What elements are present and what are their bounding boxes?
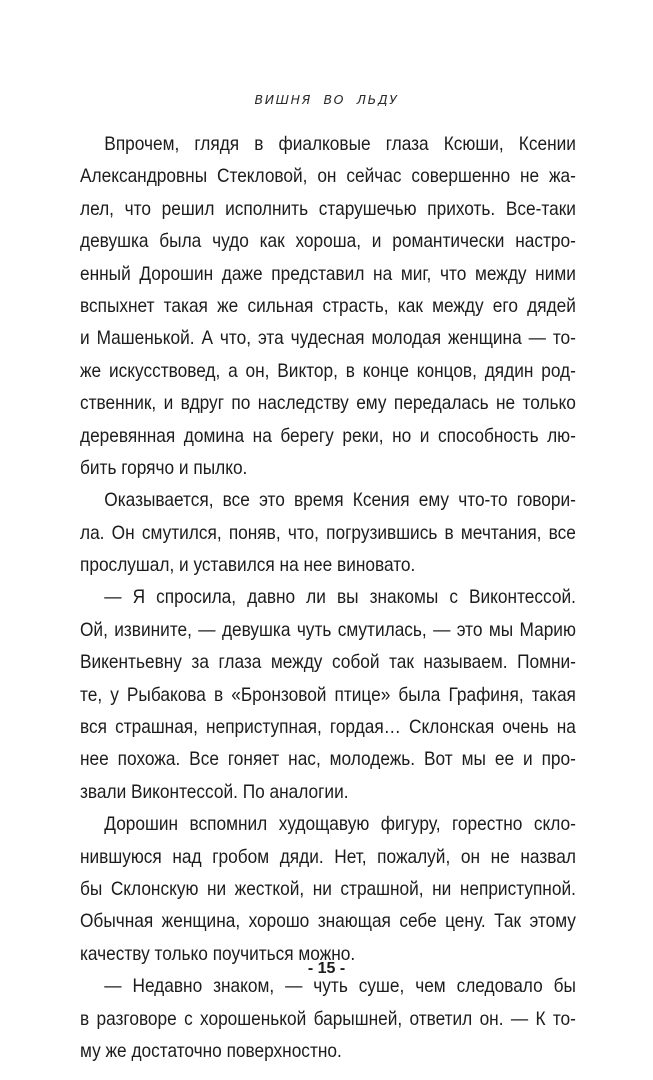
text-line: Ой, извините, — девушка чуть смутилась, — это мы Марию bbox=[80, 619, 576, 641]
text-line: му же достаточно поверхностно. bbox=[80, 1040, 342, 1062]
page-number: - 15 - bbox=[307, 960, 346, 977]
body-text bbox=[80, 129, 576, 1068]
text-line: бы Склонскую ни жесткой, ни страшной, ни неприступной. bbox=[80, 878, 576, 900]
text-line: девушка была чудо как хороша, и романтически настро- bbox=[80, 231, 576, 253]
text-line: те, у Рыбакова в «Бронзовой птице» была Графиня, такая bbox=[80, 684, 576, 706]
text-line: в разговоре с хорошенькой барышней, ответил он. — К то- bbox=[80, 1008, 576, 1030]
text-line: енный Дорошин даже представил на миг, что между ними bbox=[80, 263, 576, 285]
running-head: ВИШНЯ ВО ЛЬДУ bbox=[254, 92, 399, 107]
text-line: ственник, и вдруг по наследству ему передалась не только bbox=[80, 393, 576, 415]
text-line: нее похожа. Все гоняет нас, молодежь. Вот мы ее и про- bbox=[80, 749, 576, 771]
text-line: вспыхнет такая же сильная страсть, как между его дядей bbox=[80, 295, 576, 317]
text-line: прослушал, и уставился на нее виновато. bbox=[80, 555, 416, 577]
text-line: деревянная домина на берегу реки, но и способность лю- bbox=[80, 425, 576, 447]
text-line: Впрочем, глядя в фиалковые глаза Ксюши, Ксении bbox=[104, 134, 576, 155]
text-line: Обычная женщина, хорошо знающая себе цену. Так этому bbox=[80, 911, 576, 933]
text-line: Александровны Стекловой, он сейчас совершенно не жа- bbox=[80, 166, 576, 188]
text-line: звали Виконтессой. По аналогии. bbox=[80, 781, 349, 803]
text-line: качеству только поучиться можно. bbox=[80, 943, 356, 965]
text-line: бить горячо и пылко. bbox=[80, 457, 248, 479]
text-line: же искусствовед, а он, Виктор, в конце концов, дядин род- bbox=[80, 360, 576, 382]
text-line: Викентьевну за глаза между собой так называем. Помни- bbox=[80, 652, 576, 674]
text-line: и Машенькой. А что, эта чудесная молодая женщина — то- bbox=[80, 328, 576, 350]
text-line: нившуюся над гробом дяди. Нет, пожалуй, он не назвал bbox=[80, 846, 576, 868]
text-line: Дорошин вспомнил худощавую фигуру, горестно скло- bbox=[104, 814, 576, 836]
text-line: лел, что решил исполнить старушечью прихоть. Все-таки bbox=[80, 198, 576, 220]
text-line: вся страшная, неприступная, гордая… Склонская очень на bbox=[80, 717, 576, 739]
text-line: Оказывается, все это время Ксения ему что-то говори- bbox=[104, 490, 576, 512]
text-line: ла. Он смутился, поняв, что, погрузившись в мечтания, все bbox=[80, 522, 576, 544]
text-line: — Я спросила, давно ли вы знакомы с Виконтессой. bbox=[104, 587, 576, 609]
text-line: — Недавно знаком, — чуть суше, чем следовало бы bbox=[104, 976, 576, 998]
